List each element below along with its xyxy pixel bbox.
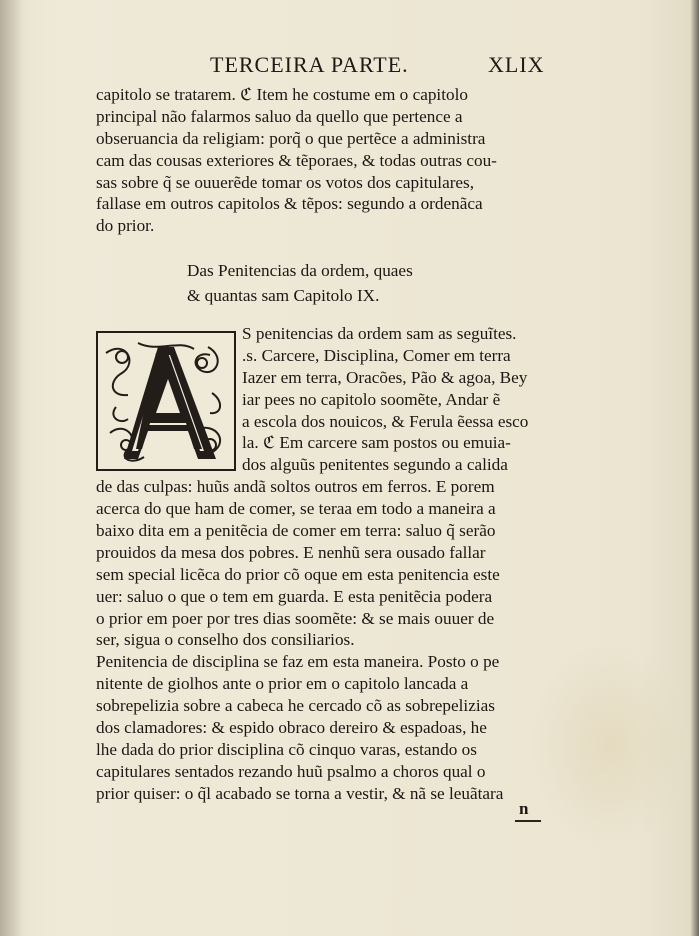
text-line: .s. Carcere, Disciplina, Comer em terra [242,345,511,365]
text-line: iar pees no capitolo soomẽte, Andar ẽ [242,389,501,409]
text-line: sas sobre q̃ se ouuerẽde tomar os votos dos capitulares, [96,172,475,192]
text-line: de das culpas: huũs andã soltos outros em ferros. E porem [96,477,495,497]
signature-mark: n [519,799,529,818]
text-line: la. ℭ Em carcere sam postos ou emuia- [242,433,511,453]
text-line: sobrepelizia sobre a cabeca he cercado cõ as sobrepelizias [96,696,495,716]
text-line: lhe dada do prior disciplina cõ cinquo varas, estando os [96,739,477,759]
signature-underline [515,820,541,822]
text-line: principal não falarmos saluo da quello que pertence a [96,106,463,126]
text-line: Penitencia de disciplina se faz em esta maneira. Posto o pe [96,652,500,672]
chapter-heading-line: & quantas sam Capitolo IX. [187,286,380,305]
text-line: fallase em outros capitolos & tẽpos: segundo a ordenãca [96,194,483,214]
text-line: Iazer em terra, Oracões, Pão & agoa, Bey [242,367,528,387]
folio-number: XLIX [488,52,545,77]
top-paragraph [96,84,556,237]
text-line: prouidos da mesa dos pobres. E nenhũ sera ousado fallar [96,542,486,562]
running-head: TERCEIRA PARTE. [210,52,409,77]
text-line: S penitencias da ordem sam as seguĩtes. [242,324,517,343]
gutter-shadow [0,0,22,936]
text-line: baixo dita em a penitẽcia de comer em terra: saluo q̃ serão [96,521,496,541]
text-line: acerca do que ham de comer, se teraa em todo a maneira a [96,499,496,519]
text-line: o prior em poer por tres dias soomẽte: & se mais ouuer de [96,608,495,628]
text-line: a escola dos nouicos, & Ferula ẽessa esco [242,411,529,431]
chapter-heading-line: Das Penitencias da ordem, quaes [187,261,413,280]
chapter-body [96,323,556,805]
text-line: cam das cousas exteriores & tẽporaes, & todas outras cou- [96,150,497,170]
page-header [0,52,699,80]
chapter-heading [187,258,527,308]
text-line: ser, sigua o conselho dos consiliarios. [96,630,355,650]
text-line: do prior. [96,216,155,236]
text-line: uer: saluo o que o tem em guarda. E esta penitẽcia podera [96,586,493,606]
text-line: prior quiser: o q̃l acabado se torna a vestir, & nã se leuãtara [96,783,504,803]
text-line: capitolo se tratarem. ℭ Item he costume em o capitolo [96,85,468,104]
text-line: capitulares sentados rezando huũ psalmo a choros qual o [96,761,486,781]
text-line: dos alguũs penitentes segundo a calida [242,455,508,475]
text-line: obseruancia da religiam: porq̃ o que pertẽce a administra [96,128,486,148]
text-line: sem special licẽca do prior cõ oque em esta penitencia este [96,564,500,584]
text-line: dos clamadores: & espido obraco dereiro & espadoas, he [96,718,487,738]
text-line: nitente de giolhos ante o prior em o capitolo lancada a [96,674,469,694]
